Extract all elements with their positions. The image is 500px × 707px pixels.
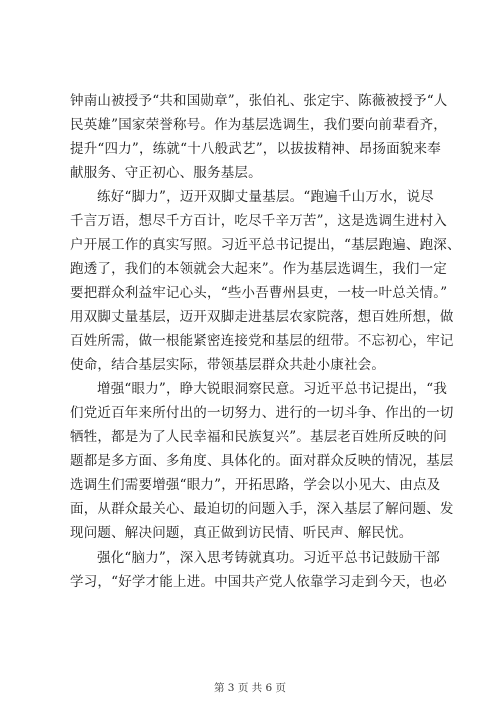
paragraph-line: 百姓所需，做一根能紧密连接党和基层的纽带。不忘初心，牢记	[70, 333, 454, 349]
paragraph-line: 跑透了，我们的本领就会大起来”。作为基层选调生，我们一定	[70, 261, 448, 277]
page-footer: 第 3 页 共 6 页	[213, 682, 287, 694]
paragraph-2	[70, 185, 461, 377]
paragraph-line: 提升“四力”，练就“十八般武艺”，以拔拔精神、昂扬面貌来奉	[70, 141, 441, 157]
paragraph-line: 钟南山被授予“共和国勋章”，张伯礼、张定宇、陈薇被授予“人	[70, 93, 448, 109]
paragraph-line: 题都是多方面、多角度、具体化的。面对群众反映的情况，基层	[70, 453, 454, 469]
paragraph-line: 现问题、解决问题，真正做到访民情、听民声、解民忧。	[70, 525, 413, 541]
paragraph-line: 增强“眼力”，睁大锐眼洞察民意。习近平总书记提出，“我	[97, 381, 448, 397]
paragraph-line: 学习，“好学才能上进。中国共产党人依靠学习走到今天，也必	[70, 574, 448, 590]
paragraph-line: 民英雄”国家荣誉称号。作为基层选调生，我们要向前辈看齐，	[70, 117, 448, 133]
paragraph-line: 户开展工作的真实写照。习近平总书记提出，“基层跑遍、跑深、	[70, 237, 461, 253]
paragraph-4	[70, 546, 448, 594]
paragraph-line: 强化“脑力”，深入思考铸就真功。习近平总书记鼓励干部	[97, 550, 441, 566]
paragraph-line: 千言万语，想尽千方百计，吃尽千辛万苦”，这是选调生进村入	[70, 213, 448, 229]
paragraph-line: 们党近百年来所付出的一切努力、进行的一切斗争、作出的一切	[70, 405, 454, 421]
paragraph-line: 使命，结合基层实际，带领基层群众共赴小康社会。	[70, 357, 386, 373]
paragraph-line: 要把群众利益牢记心头，“些小吾曹州县吏，一枝一叶总关情。”	[70, 285, 448, 301]
paragraph-line: 献服务、守正初心、服务基层。	[70, 165, 262, 181]
paragraph-3	[70, 377, 454, 545]
paragraph-1	[70, 89, 448, 185]
paragraph-line: 选调生们需要增强“眼力”，开拓思路，学会以小见大、由点及	[70, 477, 441, 493]
paragraph-line: 牺牲，都是为了人民幸福和民族复兴”。基层老百姓所反映的问	[70, 429, 448, 445]
paragraph-line: 面，从群众最关心、最迫切的问题入手，深入基层了解问题、发	[70, 501, 454, 517]
paragraph-line: 练好“脚力”，迈开双脚丈量基层。“跑遍千山万水，说尽	[97, 189, 434, 205]
paragraph-line: 用双脚丈量基层，迈开双脚走进基层农家院落，想百姓所想，做	[70, 309, 454, 325]
